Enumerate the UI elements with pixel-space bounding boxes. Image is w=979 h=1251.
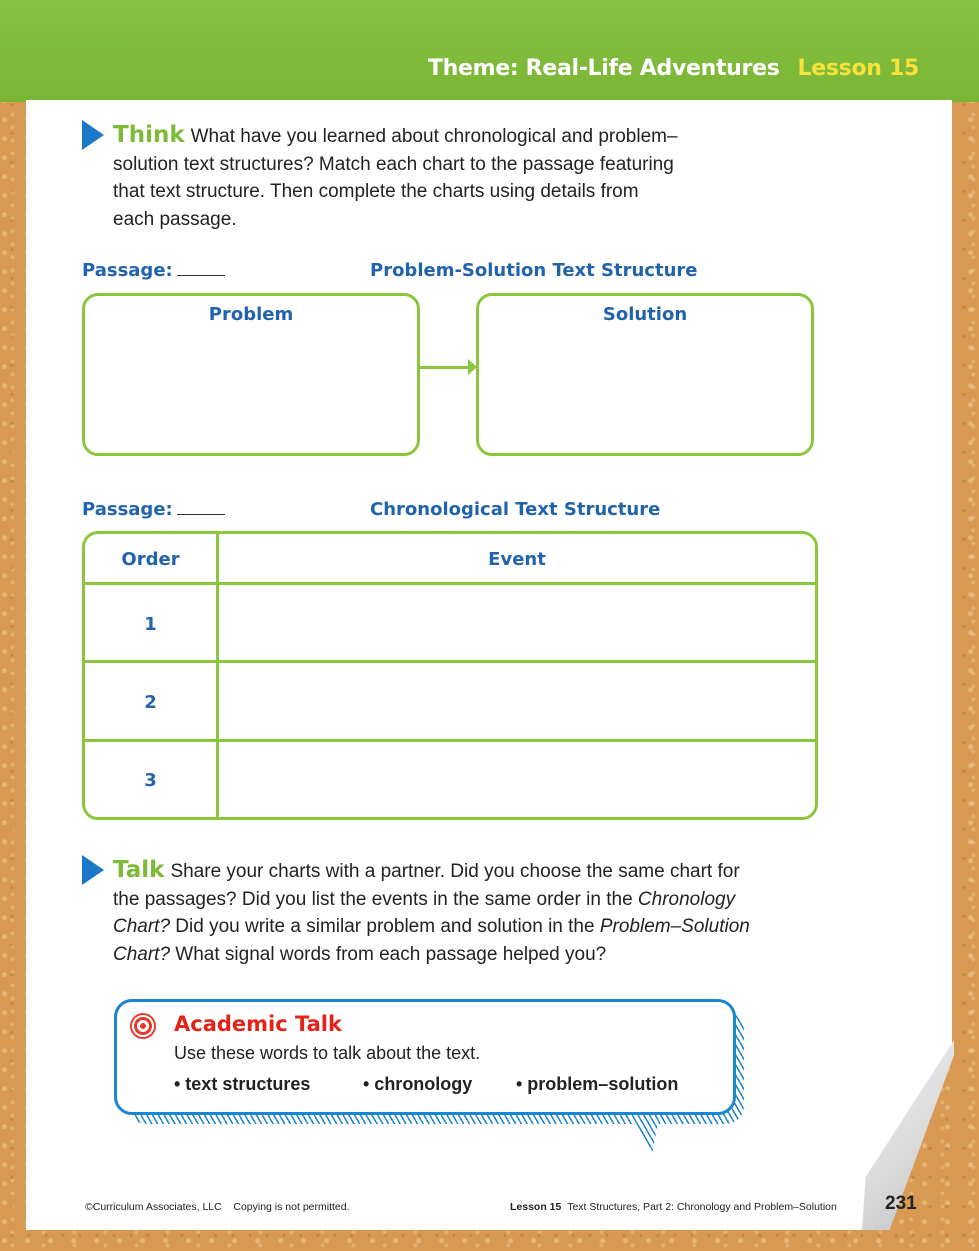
chart2-title: Chronological Text Structure <box>370 499 661 520</box>
copyright-notice: ©Curriculum Associates, LLC Copying is not permitted. <box>85 1201 350 1213</box>
passage-label-text: Passage: <box>82 260 173 281</box>
talk-italic: Chronology <box>637 888 736 910</box>
talk-section <box>113 857 750 968</box>
header-title <box>428 56 919 81</box>
vocab-word: • chronology <box>363 1074 473 1094</box>
talk-italic: Chart? <box>113 916 171 937</box>
event-cell[interactable] <box>219 663 815 739</box>
talk-italic: Problem–Solution <box>599 916 750 937</box>
talk-italic: Chart? <box>113 943 171 965</box>
order-cell: 2 <box>144 692 157 713</box>
talk-line: Did you write a similar problem and solution in the <box>170 916 600 937</box>
talk-line: What signal words from each passage helped you? <box>170 943 607 965</box>
problem-label: Problem <box>208 304 294 325</box>
think-section <box>113 122 678 233</box>
solution-box[interactable] <box>476 293 814 456</box>
passage-label-2 <box>82 499 225 520</box>
think-arrow-icon <box>82 120 104 150</box>
passage-label-1 <box>82 260 225 281</box>
col-header-event: Event <box>488 549 546 570</box>
lesson-label: Lesson 15 <box>797 56 919 81</box>
vocab-word: • problem–solution <box>516 1074 679 1094</box>
target-icon <box>130 1013 156 1039</box>
col-header-order: Order <box>121 549 180 570</box>
academic-talk-title: Academic Talk <box>174 1012 342 1036</box>
chronology-table <box>82 531 818 820</box>
passage-blank-1[interactable] <box>177 261 225 276</box>
passage-blank-2[interactable] <box>177 500 225 515</box>
order-cell: 3 <box>144 770 157 791</box>
talk-keyword: Talk <box>113 857 165 883</box>
academic-talk-subtitle: Use these words to talk about the text. <box>174 1043 481 1063</box>
event-cell[interactable] <box>219 585 815 660</box>
footer-lesson-title: Text Structures, Part 2: Chronology and Problem–Solution <box>567 1201 837 1213</box>
connector-line <box>420 366 470 369</box>
solution-label: Solution <box>602 304 688 325</box>
talk-line: Share your charts with a partner. Did you choose the same chart for <box>170 861 740 882</box>
think-keyword: Think <box>113 122 185 148</box>
think-line: solution text structures? Match each chart to the passage featuring <box>113 153 674 175</box>
chart1-title: Problem-Solution Text Structure <box>370 260 698 281</box>
header-banner <box>0 0 979 102</box>
footer-lesson <box>510 1201 837 1213</box>
vocab-word: • text structures <box>174 1074 311 1094</box>
problem-box[interactable] <box>82 293 420 456</box>
footer-lesson-number: Lesson 15 <box>510 1201 562 1213</box>
think-line: each passage. <box>113 208 237 230</box>
think-line: What have you learned about chronological and problem– <box>190 126 678 147</box>
talk-arrow-icon <box>82 855 104 885</box>
event-cell[interactable] <box>219 742 815 817</box>
talk-line: the passages? Did you list the events in the same order in the <box>113 888 638 910</box>
passage-label-text: Passage: <box>82 499 173 520</box>
theme-title: Theme: Real-Life Adventures <box>427 56 780 81</box>
think-line: that text structure. Then complete the charts using details from <box>113 181 639 202</box>
order-cell: 1 <box>144 614 157 635</box>
page-number: 231 <box>885 1193 917 1214</box>
